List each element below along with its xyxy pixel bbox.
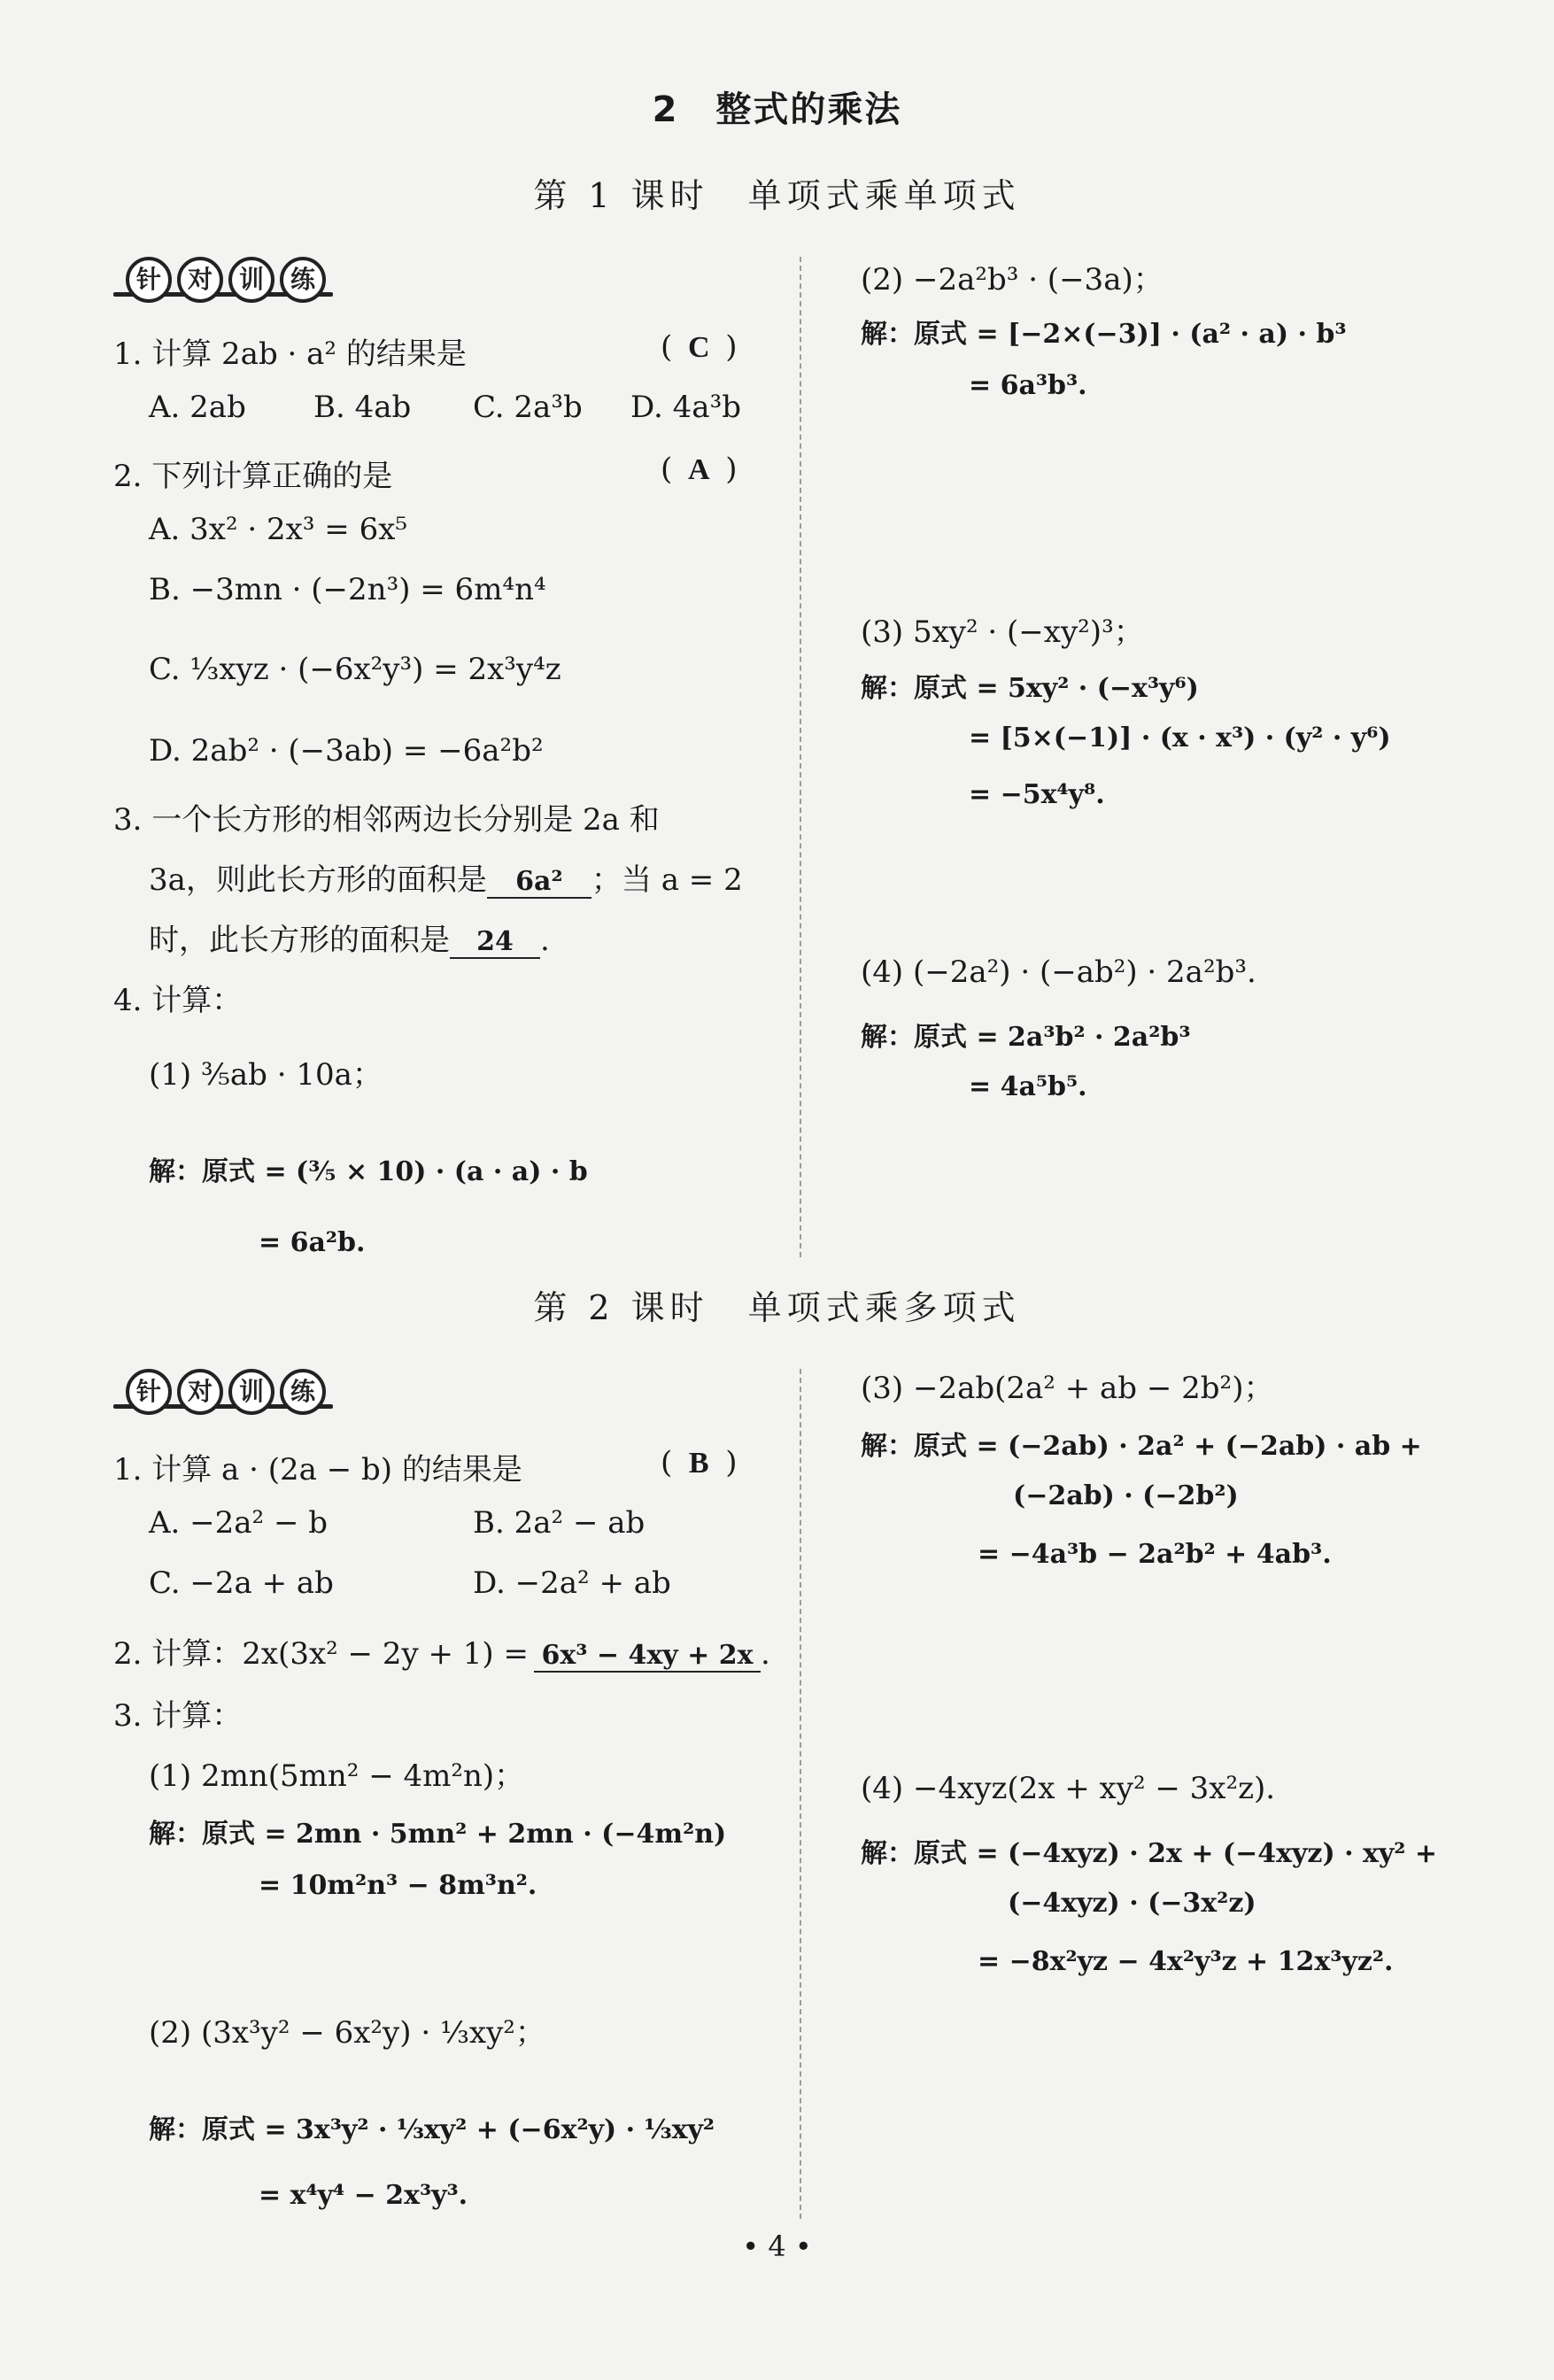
option: C. 2a³b: [473, 390, 583, 425]
badge-char: 针: [126, 257, 172, 303]
question-1-answer: ( C ): [661, 329, 738, 365]
question-3-line2: [149, 855, 743, 899]
l2-question-3-label: 3. 计算：: [113, 1698, 243, 1734]
solution-line: 解：原式 = [−2×(−3)] · (a² · a) · b³: [861, 319, 1347, 350]
option: B. 4ab: [313, 390, 412, 425]
badge-char: 练: [280, 1369, 326, 1415]
column-divider: [800, 1369, 801, 2219]
question-2-stem: 2. 下列计算正确的是: [113, 459, 393, 494]
solution-line: = 6a²b.: [259, 1227, 366, 1258]
expansion-blank: 6x³ − 4xy + 2x: [534, 1640, 761, 1673]
question-3-line3: [149, 916, 550, 959]
l2-question-2: [113, 1629, 770, 1673]
practice-badge: [113, 1364, 333, 1422]
area-value-blank: 24: [450, 926, 540, 959]
option: D. 4a³b: [630, 390, 741, 425]
option: D. −2a² + ab: [473, 1565, 671, 1601]
question-4-label: 4. 计算：: [113, 983, 243, 1018]
problem-4-3: (3) 5xy² · (−xy²)³；: [861, 614, 1144, 650]
option: C. −2a + ab: [149, 1565, 334, 1601]
badge-char: 训: [228, 1369, 274, 1415]
option: A. −2a² − b: [149, 1505, 329, 1541]
q3-text: 时，此长方形的面积是: [149, 923, 450, 958]
lesson-1-title: 第 1 课时 单项式乘单项式: [533, 176, 1021, 215]
option: A. 2ab: [149, 390, 246, 425]
problem-3-3: (3) −2ab(2a² + ab − 2b²)；: [861, 1371, 1274, 1406]
solution-line: 解：原式 = 2mn · 5mn² + 2mn · (−4m²n): [149, 1819, 727, 1850]
problem-3-4: (4) −4xyz(2x + xy² − 3x²z).: [861, 1771, 1276, 1806]
solution-line: = 10m²n³ − 8m³n².: [259, 1870, 537, 1901]
problem-4-4: (4) (−2a²) · (−ab²) · 2a²b³.: [861, 954, 1256, 990]
solution-line: = −5x⁴y⁸.: [969, 779, 1105, 810]
page-number: • 4 •: [742, 2229, 812, 2263]
solution-line: 解：原式 = (³⁄₅ × 10) · (a · a) · b: [149, 1156, 588, 1187]
practice-badge: [113, 251, 333, 310]
solution-line: = 6a³b³.: [969, 370, 1087, 401]
solution-line: (−2ab) · (−2b²): [1013, 1480, 1239, 1511]
solution-line: 解：原式 = 3x³y² · ⅓xy² + (−6x²y) · ⅓xy²: [149, 2114, 715, 2145]
solution-line: = 4a⁵b⁵.: [969, 1071, 1087, 1102]
badge-char: 练: [280, 257, 326, 303]
option: D. 2ab² · (−3ab) = −6a²b²: [149, 733, 544, 769]
problem-3-1: (1) 2mn(5mn² − 4m²n)；: [149, 1758, 525, 1794]
badge-char: 对: [177, 1369, 223, 1415]
q2-text: .: [761, 1636, 770, 1672]
badge-char: 针: [126, 1369, 172, 1415]
q2-text: 2. 计算：2x(3x² − 2y + 1) =: [113, 1636, 529, 1672]
solution-line: = −8x²yz − 4x²y³z + 12x³yz².: [978, 1946, 1394, 1977]
column-divider: [800, 257, 801, 1257]
solution-line: 解：原式 = 5xy² · (−x³y⁶): [861, 673, 1199, 704]
solution-line: = −4a³b − 2a²b² + 4ab³.: [978, 1539, 1332, 1570]
solution-line: = [5×(−1)] · (x · x³) · (y² · y⁶): [969, 722, 1391, 753]
solution-line: 解：原式 = (−4xyz) · 2x + (−4xyz) · xy² +: [861, 1838, 1438, 1869]
solution-line: 解：原式 = 2a³b² · 2a²b³: [861, 1022, 1191, 1053]
problem-4-1: (1) ³⁄₅ab · 10a；: [149, 1057, 383, 1093]
q3-text: .: [540, 923, 550, 958]
question-3-line1: 3. 一个长方形的相邻两边长分别是 2a 和: [113, 802, 660, 838]
option: C. ⅓xyz · (−6x²y³) = 2x³y⁴z: [149, 652, 561, 687]
solution-line: 解：原式 = (−2ab) · 2a² + (−2ab) · ab +: [861, 1431, 1422, 1462]
option: B. −3mn · (−2n³) = 6m⁴n⁴: [149, 572, 546, 607]
problem-4-2: (2) −2a²b³ · (−3a)；: [861, 262, 1164, 298]
option: A. 3x² · 2x³ = 6x⁵: [149, 512, 408, 547]
lesson-2-title: 第 2 课时 单项式乘多项式: [533, 1288, 1021, 1327]
chapter-title: 2 整式的乘法: [652, 89, 902, 130]
option: B. 2a² − ab: [473, 1505, 646, 1541]
solution-line: = x⁴y⁴ − 2x³y³.: [259, 2180, 468, 2211]
question-1-stem: 1. 计算 2ab · a² 的结果是: [113, 336, 467, 372]
l2-question-1-answer: ( B ): [661, 1445, 738, 1480]
solution-line: (−4xyz) · (−3x²z): [1008, 1888, 1256, 1919]
area-blank: 6a²: [487, 866, 591, 899]
l2-question-1-stem: 1. 计算 a · (2a − b) 的结果是: [113, 1452, 522, 1488]
badge-char: 对: [177, 257, 223, 303]
badge-char: 训: [228, 257, 274, 303]
question-2-answer: ( A ): [661, 452, 738, 487]
q3-text: 3a，则此长方形的面积是: [149, 862, 487, 898]
q3-text: ；当 a = 2: [591, 862, 743, 898]
problem-3-2: (2) (3x³y² − 6x²y) · ⅓xy²；: [149, 2015, 545, 2051]
